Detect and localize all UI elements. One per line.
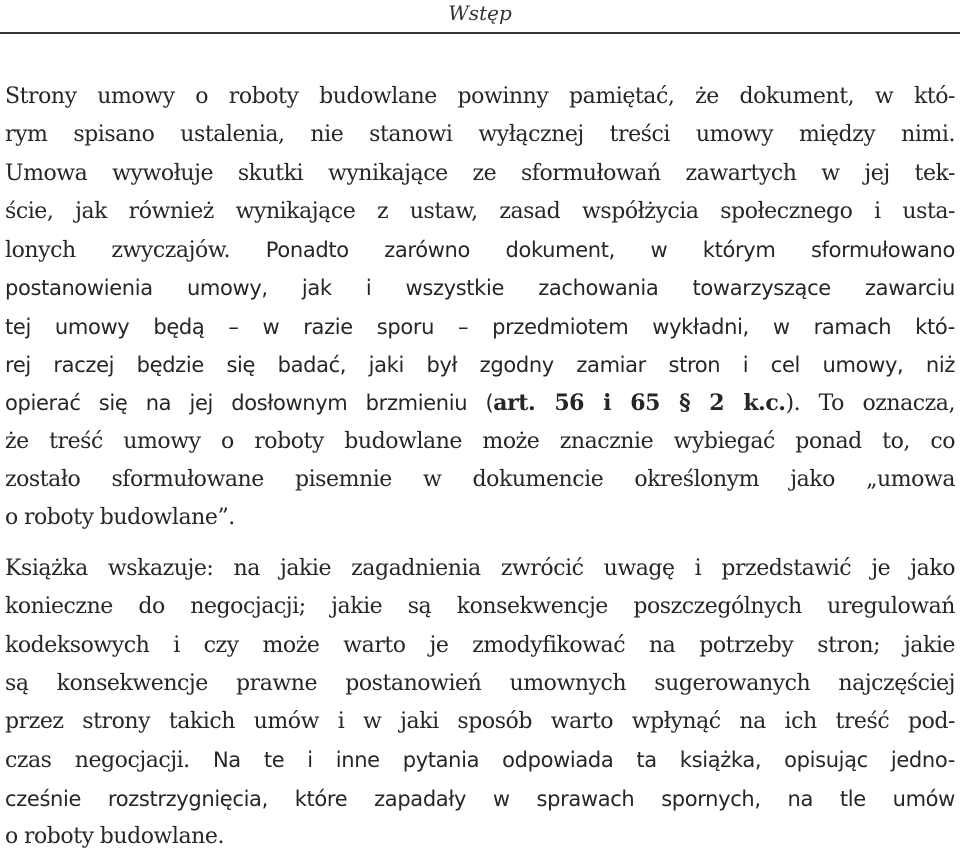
text-line: rej raczej będzie się badać, jaki był zgodny zamiar stron i cel umowy, niż xyxy=(5,353,955,378)
text-line: o roboty budowlane”. xyxy=(5,505,235,531)
text-line: tej umowy będą – w razie sporu – przedmiotem wykładni, w ramach któ- xyxy=(5,314,955,339)
text-line: Strony umowy o roboty budowlane powinny pamiętać, że dokument, w któ- xyxy=(5,84,955,109)
text-line: konieczne do negocjacji; jakie są konsekwencje poszczególnych uregulowań xyxy=(5,594,955,620)
text-line: cześnie rozstrzygnięcia, które zapadały w sprawach spornych, na tle umów xyxy=(5,786,955,811)
text-line: kodeksowych i czy może warto je zmodyfikować na potrzeby stron; jakie xyxy=(5,632,955,658)
text-line: ście, jak również wynikające z ustaw, zasad współżycia społecznego i usta- xyxy=(5,198,955,224)
text-line: Umowa wywołuje skutki wynikające ze sformułowań zawartych w jej tek- xyxy=(5,160,955,186)
text-line: że treść umowy o roboty budowlane może znacznie wybiegać ponad to, co xyxy=(5,428,955,454)
legal-reference: art. 56 i 65 § 2 k.c. xyxy=(493,390,786,417)
text-serif-segment: lonych zwyczajów. xyxy=(5,238,231,264)
paragraph-1 xyxy=(5,78,955,538)
text-sans-segment: Na te i inne pytania odpowiada ta książka, opisując jedno- xyxy=(212,748,955,773)
text-line: przez strony takich umów i w jaki sposób warto wpłynąć na ich treść pod- xyxy=(5,709,955,735)
text-line: postanowienia umowy, jak i wszystkie zachowania towarzyszące zawarciu xyxy=(5,276,955,301)
text-serif-segment: czas negocjacji. xyxy=(5,748,190,774)
text-sans-segment: Ponadto zarówno dokument, w którym sformułowano xyxy=(265,238,955,263)
paragraph-2 xyxy=(5,550,955,856)
text-line: o roboty budowlane. xyxy=(5,824,224,850)
text-line xyxy=(5,384,955,422)
text-line xyxy=(5,741,955,779)
text-line: Książka wskazuje: na jakie zagadnienia zwrócić uwagę i przedstawić je jako xyxy=(5,556,955,581)
text-line: są konsekwencje prawne postanowień umownych sugerowanych najczęściej xyxy=(5,670,955,696)
chapter-title: Wstęp xyxy=(448,1,512,25)
text-line: zostało sformułowane pisemnie w dokumencie określonym jako „umowa xyxy=(5,466,955,492)
text-line xyxy=(5,231,955,269)
page-header xyxy=(0,0,960,34)
text-serif-segment: ). To oznacza, xyxy=(785,391,955,417)
text-sans-segment: opierać się na jej dosłownym brzmieniu ( xyxy=(5,391,494,416)
text-line: rym spisano ustalenia, nie stanowi wyłącznej treści umowy między nimi. xyxy=(5,122,955,148)
